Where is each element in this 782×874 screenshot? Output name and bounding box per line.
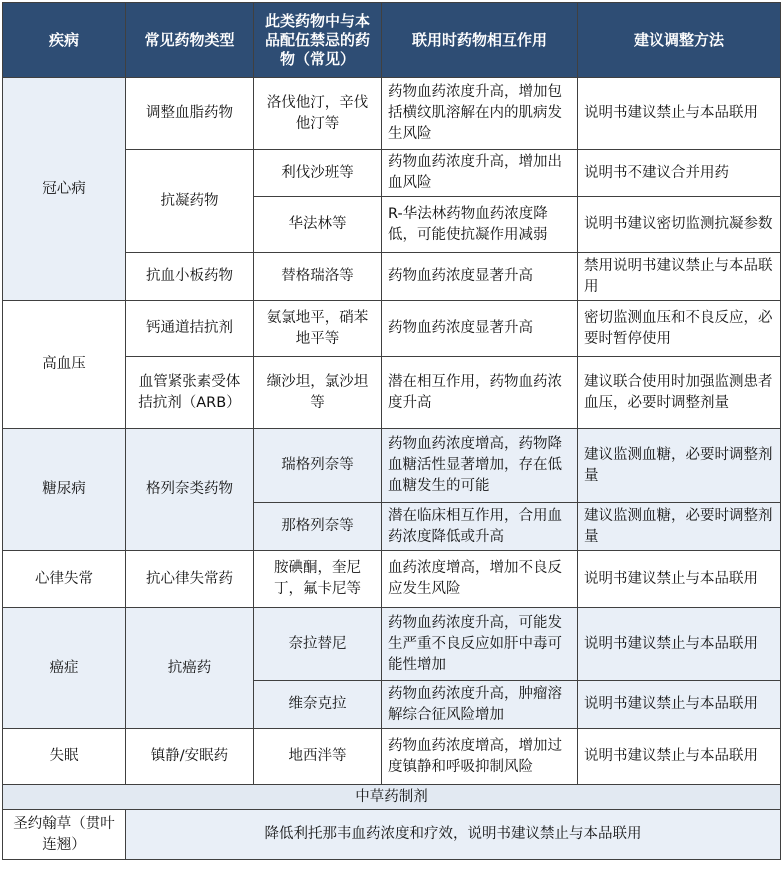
drugs-cell: 奈拉替尼 <box>254 608 382 681</box>
advice-cell: 说明书建议密切监测抗凝参数 <box>578 197 781 253</box>
table-row <box>3 78 781 150</box>
advice-cell: 说明书建议禁止与本品联用 <box>578 78 781 150</box>
header-advice: 建议调整方法 <box>578 3 781 78</box>
advice-cell: 禁用说明书建议禁止与本品联用 <box>578 253 781 301</box>
drugs-cell: 氨氯地平，硝苯地平等 <box>254 301 382 357</box>
table-row <box>3 551 781 608</box>
header-drug-type: 常见药物类型 <box>126 3 254 78</box>
disease-chd: 冠心病 <box>3 78 126 301</box>
drugs-cell: 胺碘酮，奎尼丁，氟卡尼等 <box>254 551 382 608</box>
interaction-cell: 药物血药浓度显著升高 <box>382 301 578 357</box>
drugs-cell: 维奈克拉 <box>254 681 382 729</box>
drug-type-cell: 抗心律失常药 <box>126 551 254 608</box>
drug-type-cell: 血管紧张素受体拮抗剂（ARB） <box>126 357 254 429</box>
table-header-row <box>3 3 781 78</box>
drug-interaction-table <box>2 2 781 860</box>
disease-hypertension: 高血压 <box>3 301 126 429</box>
header-disease: 疾病 <box>3 3 126 78</box>
advice-cell: 建议监测血糖，必要时调整剂量 <box>578 429 781 503</box>
interaction-cell: 潜在相互作用，药物血药浓度升高 <box>382 357 578 429</box>
table-row <box>3 301 781 357</box>
interaction-cell: 血药浓度增高，增加不良反应发生风险 <box>382 551 578 608</box>
drug-type-cell: 钙通道拮抗剂 <box>126 301 254 357</box>
section-header-row <box>3 785 781 810</box>
drug-type-cell: 抗凝药物 <box>126 150 254 253</box>
disease-cancer: 癌症 <box>3 608 126 729</box>
disease-insomnia: 失眠 <box>3 729 126 785</box>
advice-cell: 说明书建议禁止与本品联用 <box>578 551 781 608</box>
table-row <box>3 810 781 860</box>
drug-type-cell: 镇静/安眠药 <box>126 729 254 785</box>
interaction-cell: 潜在临床相互作用，合用血药浓度降低或升高 <box>382 503 578 551</box>
interaction-cell: 药物血药浓度增高，药物降血糖活性显著增加，存在低血糖发生的可能 <box>382 429 578 503</box>
interaction-cell: R-华法林药物血药浓度降低，可能使抗凝作用减弱 <box>382 197 578 253</box>
drugs-cell: 利伐沙班等 <box>254 150 382 197</box>
table-row <box>3 608 781 681</box>
drugs-cell: 瑞格列奈等 <box>254 429 382 503</box>
disease-arrhythmia: 心律失常 <box>3 551 126 608</box>
advice-cell: 建议联合使用时加强监测患者血压，必要时调整剂量 <box>578 357 781 429</box>
disease-diabetes: 糖尿病 <box>3 429 126 551</box>
drugs-cell: 华法林等 <box>254 197 382 253</box>
herb-note: 降低利托那韦血药浓度和疗效，说明书建议禁止与本品联用 <box>126 810 781 860</box>
drug-type-cell: 格列奈类药物 <box>126 429 254 551</box>
interaction-cell: 药物血药浓度增高，增加过度镇静和呼吸抑制风险 <box>382 729 578 785</box>
advice-cell: 说明书建议禁止与本品联用 <box>578 729 781 785</box>
drug-type-cell: 抗血小板药物 <box>126 253 254 301</box>
interaction-cell: 药物血药浓度显著升高 <box>382 253 578 301</box>
drug-type-cell: 调整血脂药物 <box>126 78 254 150</box>
drugs-cell: 缬沙坦，氯沙坦等 <box>254 357 382 429</box>
table-row <box>3 429 781 503</box>
advice-cell: 说明书建议禁止与本品联用 <box>578 681 781 729</box>
advice-cell: 说明书建议禁止与本品联用 <box>578 608 781 681</box>
interaction-cell: 药物血药浓度升高，增加出血风险 <box>382 150 578 197</box>
drug-type-cell: 抗癌药 <box>126 608 254 729</box>
interaction-cell: 药物血药浓度升高，可能发生严重不良反应如肝中毒可能性增加 <box>382 608 578 681</box>
interaction-cell: 药物血药浓度升高，增加包括横纹肌溶解在内的肌病发生风险 <box>382 78 578 150</box>
header-interaction: 联用时药物相互作用 <box>382 3 578 78</box>
advice-cell: 说明书不建议合并用药 <box>578 150 781 197</box>
drugs-cell: 洛伐他汀，辛伐他汀等 <box>254 78 382 150</box>
drugs-cell: 替格瑞洛等 <box>254 253 382 301</box>
interaction-cell: 药物血药浓度升高，肿瘤溶解综合征风险增加 <box>382 681 578 729</box>
drugs-cell: 那格列奈等 <box>254 503 382 551</box>
drugs-cell: 地西泮等 <box>254 729 382 785</box>
herb-name: 圣约翰草（贯叶连翘） <box>3 810 126 860</box>
table-row <box>3 729 781 785</box>
section-tcm-header: 中草药制剂 <box>3 785 781 810</box>
header-contraindicated-drugs: 此类药物中与本品配伍禁忌的药物（常见） <box>254 3 382 78</box>
advice-cell: 建议监测血糖，必要时调整剂量 <box>578 503 781 551</box>
advice-cell: 密切监测血压和不良反应，必要时暂停使用 <box>578 301 781 357</box>
